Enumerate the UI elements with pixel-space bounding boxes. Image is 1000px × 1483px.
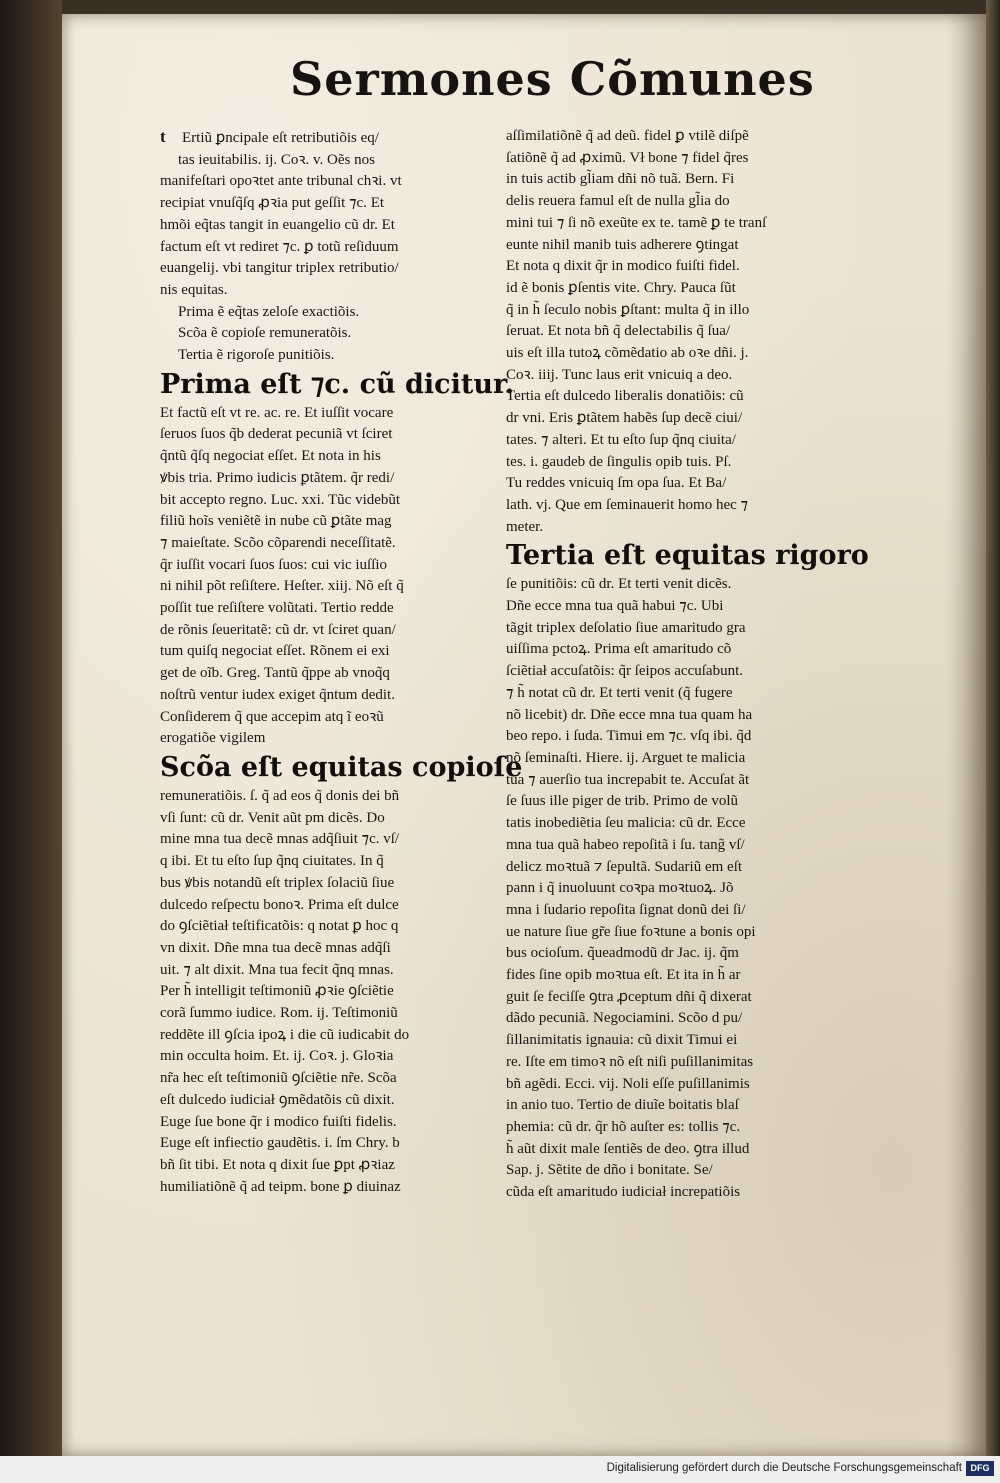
text-line	[506, 517, 850, 539]
text-line-content: bus ꝟbis notandũ eſt triplex ſolaciũ ſiue	[160, 874, 395, 891]
text-line-content: ꝟbis tria. Primo iudicis ꝑtãtem. q̃r redi/	[160, 469, 395, 486]
scan-edge-left	[0, 0, 62, 1483]
text-line	[160, 808, 504, 830]
text-column-right	[506, 126, 869, 1201]
text-line	[160, 171, 504, 193]
text-line-content: mini tui ⁊ ſi nõ exeũte ex te. tamẽ ꝑ te tranſ	[506, 214, 767, 231]
text-line	[506, 922, 850, 944]
text-line-content: eunte nihil manib tuis adherere ꝯtingat	[506, 236, 739, 253]
text-line	[506, 452, 850, 474]
text-line-content: ſatiõnẽ q̃ ad ꝓximũ. Vł bone ⁊ fidel q̃res	[506, 149, 749, 166]
text-line	[506, 1139, 850, 1161]
text-line	[506, 148, 850, 170]
text-line	[506, 213, 850, 235]
text-line	[160, 150, 504, 172]
text-line	[506, 430, 850, 452]
text-line-content: Prima ẽ eq̃tas zeloſe exactiõis.	[178, 303, 360, 320]
text-line	[160, 1090, 504, 1112]
text-line-content: Dñe ecce mna tua quã habui ⁊c. Ubi	[506, 598, 724, 615]
text-line	[160, 424, 504, 446]
text-line-content: erogatiõe vigilem	[160, 730, 266, 747]
text-line	[160, 938, 504, 960]
text-line-content: min occulta hoim. Et. ij. Coꝛ. j. Gloꝛia	[160, 1048, 394, 1065]
text-line	[506, 1160, 850, 1182]
text-line	[506, 835, 850, 857]
text-line-content: manifeſtari opoꝛtet ante tribunal chꝛi. vt	[160, 173, 402, 190]
text-line-content: poſſit tue reſiſtere volũtati. Tertio redde	[160, 600, 394, 617]
text-line-content: beo repo. i ſuda. Timui em ⁊c. vſq ibi. q̃d	[506, 728, 752, 745]
text-line	[160, 403, 504, 425]
text-line-content: dãdo pecuniã. Negociamini. Scõo d pu/	[506, 1010, 743, 1027]
text-line	[160, 555, 504, 577]
text-line-content: euangelij. vbi tangitur triplex retributio/	[160, 260, 399, 277]
text-line-content: ſeruat. Et nota bñ q̃ delectabilis q̃ ſua/	[506, 323, 731, 340]
text-line-content: mna tua quã habeo repoſitã i ſu. tang̃ vſ/	[506, 836, 745, 853]
text-line	[160, 237, 504, 259]
text-line-content: dulcedo reſpectu bonoꝛ. Prima eſt dulce	[160, 896, 399, 913]
text-line-content: q̃r iuſſit vocari ſuos ſuos: cui vic iuſſio	[160, 556, 388, 573]
text-line-content: ſeruos ſuos q̃b dederat pecuniã vt ſciret	[160, 426, 393, 443]
text-line	[160, 873, 504, 895]
text-line-content: humiliatiõnẽ q̃ ad teipm. bone ꝑ diuinaz	[160, 1178, 401, 1195]
text-line-content: in tuis actib gl̃iam dñi nõ tuã. Bern. Fi	[506, 171, 735, 188]
section-heading: Scõa eſt equitas copioſe	[160, 751, 523, 783]
text-line-content: nõ ſeminaſti. Hiere. ij. Arguet te malicia	[506, 749, 746, 766]
text-line	[506, 770, 850, 792]
text-line-content: tãgit triplex deſolatio ſiue amaritudo gra	[506, 619, 746, 636]
text-line	[506, 900, 850, 922]
text-line	[160, 620, 504, 642]
text-line-content: nis equitas.	[160, 281, 228, 298]
text-line-content: delicz moꝛtuã ⁊ ſepultã. Sudariũ em eſt	[506, 858, 743, 875]
scan-edge-right	[986, 0, 1000, 1483]
text-line-content: q̃ in h̃ ſeculo nobis ꝑſtant: multa q̃ in illo	[506, 301, 750, 318]
text-line-content: vſi ſunt: cũ dr. Venit aũt pm dicẽs. Do	[160, 809, 385, 826]
text-line-content: bit accepto regno. Luc. xxi. Tũc videbũt	[160, 491, 401, 508]
text-line-content: pann i q̃ inuoluunt coꝛpa moꝛtuoꝝ. Jõ	[506, 880, 734, 897]
text-line-content: Euge ſue bone q̃r i modico fuiſti fidelis.	[160, 1113, 397, 1130]
footer-credit: Digitalisierung gefördert durch die Deutsche Forschungsgemeinschaft	[606, 1462, 962, 1474]
text-line	[160, 895, 504, 917]
text-line	[506, 987, 850, 1009]
text-line	[160, 728, 504, 750]
text-line	[160, 1068, 504, 1090]
section-heading: Prima eſt ⁊c. cũ dicitur.	[160, 368, 515, 400]
text-line	[506, 191, 850, 213]
text-line-content: Tertia eſt dulcedo liberalis donatiõis: cũ	[506, 388, 744, 405]
text-line-content: Tertia ẽ rigoroſe punitiõis.	[178, 347, 335, 364]
text-line-content: q ibi. Et tu eſto ſup q̃nq ciuitates. In q̃	[160, 853, 384, 870]
text-line	[160, 1025, 504, 1047]
initial-letter: t	[160, 127, 166, 146]
text-line-content: dr vni. Eris ꝑtãtem habẽs ſup decẽ ciui/	[506, 410, 743, 427]
text-line-content: ni nihil põt reſiſtere. Heſter. xiij. Nõ eſt q̃	[160, 578, 404, 595]
text-line-content: remuneratiõis. ſ. q̃ ad eos q̃ donis dei bñ	[160, 787, 400, 804]
text-line-content: tua ⁊ auerſio tua increpabit te. Accuſat ãt	[506, 771, 750, 788]
text-line-content: Sap. j. Sẽtite de dño i bonitate. Se/	[506, 1162, 713, 1179]
text-line-content: get de oĩb. Greg. Tantũ q̃ppe ab vnoq̃q	[160, 665, 390, 682]
text-line	[160, 446, 504, 468]
text-line-content: meter.	[506, 518, 544, 535]
text-line-content: do ꝯſciẽtiał teſtificatõis: q notat ꝑ hoc q	[160, 918, 399, 935]
text-line-content: recipiat vnuſq̃ſq ꝓꝛia put geſſit ⁊c. Et	[160, 195, 385, 212]
text-line-content: q̃ntũ q̃ſq negociat eſſet. Et nota in his	[160, 448, 381, 465]
text-line	[506, 365, 850, 387]
text-line-content: factum eſt vt rediret ⁊c. ꝑ totũ reſiduum	[160, 238, 399, 255]
text-line-content: uit. ⁊ alt dixit. Mna tua fecit q̃nq mnas.	[160, 961, 394, 978]
text-line-content: tatis inobediẽtia ſeu malicia: cũ dr. Ecce	[506, 815, 746, 832]
text-line	[160, 533, 504, 555]
text-line	[506, 1052, 850, 1074]
text-line-content: lath. vj. Que em ſeminauerit homo hec ⁊	[506, 496, 748, 513]
text-line	[160, 323, 504, 345]
text-line	[160, 641, 504, 663]
text-line	[160, 829, 504, 851]
text-line-content: bñ agẽdi. Ecci. vij. Noli eſſe puſillanimis	[506, 1075, 750, 1092]
text-line-content: Coꝛ. iiij. Tunc laus erit vnicuiq a deo.	[506, 366, 733, 383]
text-line	[160, 663, 504, 685]
text-line	[506, 1074, 850, 1096]
text-line	[506, 1117, 850, 1139]
text-line-content: ſciẽtiał accuſatõis: q̃r ſeipos accuſabunt.	[506, 663, 743, 680]
text-line	[506, 408, 850, 430]
text-line-content: ⁊ maieſtate. Scõo cõparendi neceſſitatẽ.	[160, 534, 396, 551]
text-line	[506, 639, 850, 661]
text-line	[506, 1095, 850, 1117]
text-line-content: ſe punitiõis: cũ dr. Et terti venit dicẽs.	[506, 576, 732, 593]
text-line	[506, 661, 850, 683]
text-line-content: uis eſt illa tutoꝝ cõmẽdatio ab oꝛe dñi. j.	[506, 345, 749, 362]
text-line-content: phemia: cũ dr. q̃r hõ auſter es: tollis ⁊c.	[506, 1118, 741, 1135]
text-line	[160, 468, 504, 490]
text-line-content: ue nature ſiue gr̃e ſiue foꝛtune a bonis opi	[506, 923, 756, 940]
text-line-content: tum quiſq negociat eſſet. Rõnem ei exi	[160, 643, 390, 660]
text-line-content: in anio tuo. Tertio de diuĩe boitatis blaſ	[506, 1097, 739, 1114]
text-line	[506, 705, 850, 727]
text-line	[160, 685, 504, 707]
text-line-content: Conſiderem q̃ que accepim atq ĩ eoꝛũ	[160, 708, 384, 725]
text-line	[506, 386, 850, 408]
text-line-content: Et factũ eſt vt re. ac. re. Et iuſſit vocare	[160, 404, 394, 421]
text-line-content: delis reuera famul eſt de nulla gl̃ia do	[506, 193, 730, 210]
text-line-content: nõ licebit) dr. Dñe ecce mna tua quam ha	[506, 706, 753, 723]
text-line	[506, 256, 850, 278]
text-line-content: filiũ hoĩs veniẽtẽ in nube cũ ꝑtãte mag	[160, 513, 392, 530]
text-line	[160, 193, 504, 215]
text-line	[506, 943, 850, 965]
text-line	[160, 126, 504, 150]
text-line	[506, 1182, 850, 1204]
text-line-content: corã ſummo iudice. Rom. ij. Teſtimoniũ	[160, 1005, 398, 1022]
text-line	[160, 960, 504, 982]
text-line	[506, 473, 850, 495]
text-line	[160, 786, 504, 808]
text-line-content: bus ocioſum. q̃ueadmodũ dr Jac. ij. q̃m	[506, 945, 739, 962]
text-line-content: re. Iſte em timoꝛ nõ eſt niſi puſillanimitas	[506, 1053, 754, 1070]
text-line-content: reddẽte ill ꝯſcia ipoꝝ i die cũ iudicabit do	[160, 1026, 410, 1043]
text-line-content: nr̃a hec eſt teſtimoniũ ꝯſciẽtie nr̃e. Scõa	[160, 1070, 397, 1087]
text-line-content: h̃ aũt dixit male ſentiẽs de deo. ꝯtra illud	[506, 1140, 750, 1157]
text-line-content: fides ſine opib moꝛtua eſt. Et ita in h̃ ar	[506, 967, 741, 984]
text-line	[160, 1046, 504, 1068]
text-line	[506, 300, 850, 322]
text-line	[506, 965, 850, 987]
text-line	[160, 1003, 504, 1025]
text-line	[160, 215, 504, 237]
text-line-content: Et nota q dixit q̃r in modico fuiſti fidel.	[506, 258, 740, 275]
text-line	[160, 280, 504, 302]
gutter-shade	[946, 14, 986, 1456]
text-line	[160, 598, 504, 620]
dfg-logo: DFG	[966, 1461, 994, 1476]
text-line-content: Ertiũ ꝑncipale eſt retributiõis eq/	[182, 130, 379, 146]
text-line	[160, 258, 504, 280]
text-line-content: tates. ⁊ alteri. Et tu eſto ſup q̃nq ciuita/	[506, 431, 736, 448]
text-line-content: de rõnis ſeueritatẽ: cũ dr. vt ſciret quan/	[160, 621, 396, 638]
text-line	[160, 916, 504, 938]
text-line	[160, 511, 504, 533]
text-line	[506, 574, 850, 596]
text-line	[160, 576, 504, 598]
text-line	[160, 345, 504, 367]
text-line	[506, 596, 850, 618]
text-line-content: hmõi eq̃tas tangit in euangelio cũ dr. Et	[160, 216, 395, 233]
text-line	[160, 1155, 504, 1177]
text-line	[160, 707, 504, 729]
text-line-content: ſillanimitatis ignauia: cũ dixit Timui ei	[506, 1032, 738, 1049]
text-line	[506, 791, 850, 813]
text-line	[160, 851, 504, 873]
text-line-content: Scõa ẽ copioſe remuneratõis.	[178, 325, 352, 342]
text-line	[160, 490, 504, 512]
text-line	[506, 857, 850, 879]
text-line-content: Tu reddes vnicuiq ſm opa ſua. Et Ba/	[506, 475, 727, 492]
running-head: Sermones Cõmunes	[290, 52, 815, 106]
text-line	[506, 1008, 850, 1030]
text-line-content: uiſſima pctoꝝ. Prima eſt amaritudo cõ	[506, 641, 732, 658]
text-line	[506, 618, 850, 640]
text-line	[506, 878, 850, 900]
section-heading: Tertia eſt equitas rigoro	[506, 540, 869, 572]
text-line-content: ſe ſuus ille piger de trib. Primo de volũ	[506, 793, 739, 810]
text-line	[506, 813, 850, 835]
text-line-content: tes. i. gaudeb de ſingulis opib tuis. Pſ.	[506, 453, 732, 470]
text-line-content: tas ieuitabilis. ij. Coꝛ. v. Oẽs nos	[178, 151, 375, 168]
text-line	[506, 169, 850, 191]
text-line	[506, 235, 850, 257]
text-line-content: noſtrũ ventur iudex exiget q̃ntum dedit.	[160, 686, 395, 703]
text-line	[160, 1177, 504, 1199]
text-line-content: eſt dulcedo iudiciał ꝯmẽdatõis cũ dixit.	[160, 1091, 395, 1108]
text-line-content: bñ ſit tibi. Et nota q dixit ſue ꝑpt ꝓꝛiaz	[160, 1156, 395, 1173]
text-line-content: aſſimilatiõnẽ q̃ ad deũ. fidel ꝑ vtilẽ diſpẽ	[506, 128, 749, 144]
text-line	[506, 321, 850, 343]
text-line-content: id ẽ bonis ꝑſentis vite. Chry. Pauca ſũt	[506, 279, 736, 296]
text-line	[160, 302, 504, 324]
text-line	[506, 343, 850, 365]
text-column-left	[160, 126, 523, 1195]
text-line	[506, 495, 850, 517]
text-line	[160, 981, 504, 1003]
text-line	[506, 726, 850, 748]
text-line	[506, 683, 850, 705]
text-line	[160, 1112, 504, 1134]
text-line-content: ⁊ h̃ notat cũ dr. Et terti venit (q̃ fugere	[506, 684, 733, 701]
text-line-content: vn dixit. Dñe mna tua decẽ mnas adq̃ſi	[160, 939, 391, 956]
text-line	[160, 1133, 504, 1155]
text-line	[506, 126, 850, 148]
text-line-content: cũda eſt amaritudo iudiciał increpatiõis	[506, 1184, 741, 1201]
text-line-content: Euge eſt infiectio gaudẽtis. i. ſm Chry. b	[160, 1135, 400, 1152]
text-line	[506, 748, 850, 770]
text-line-content: guit ſe feciſſe ꝯtra ꝓceptum dñi q̃ dixerat	[506, 988, 752, 1005]
text-line-content: mna i ſudario repoſita ſignat donũ dei ſi/	[506, 901, 746, 918]
text-line	[506, 1030, 850, 1052]
text-line-content: Per h̃ intelligit teſtimoniũ ꝓꝛie ꝯſciẽtie	[160, 983, 394, 1000]
text-line	[506, 278, 850, 300]
text-line-content: mine mna tua decẽ mnas adq̃ſiuit ⁊c. vſ/	[160, 831, 400, 848]
